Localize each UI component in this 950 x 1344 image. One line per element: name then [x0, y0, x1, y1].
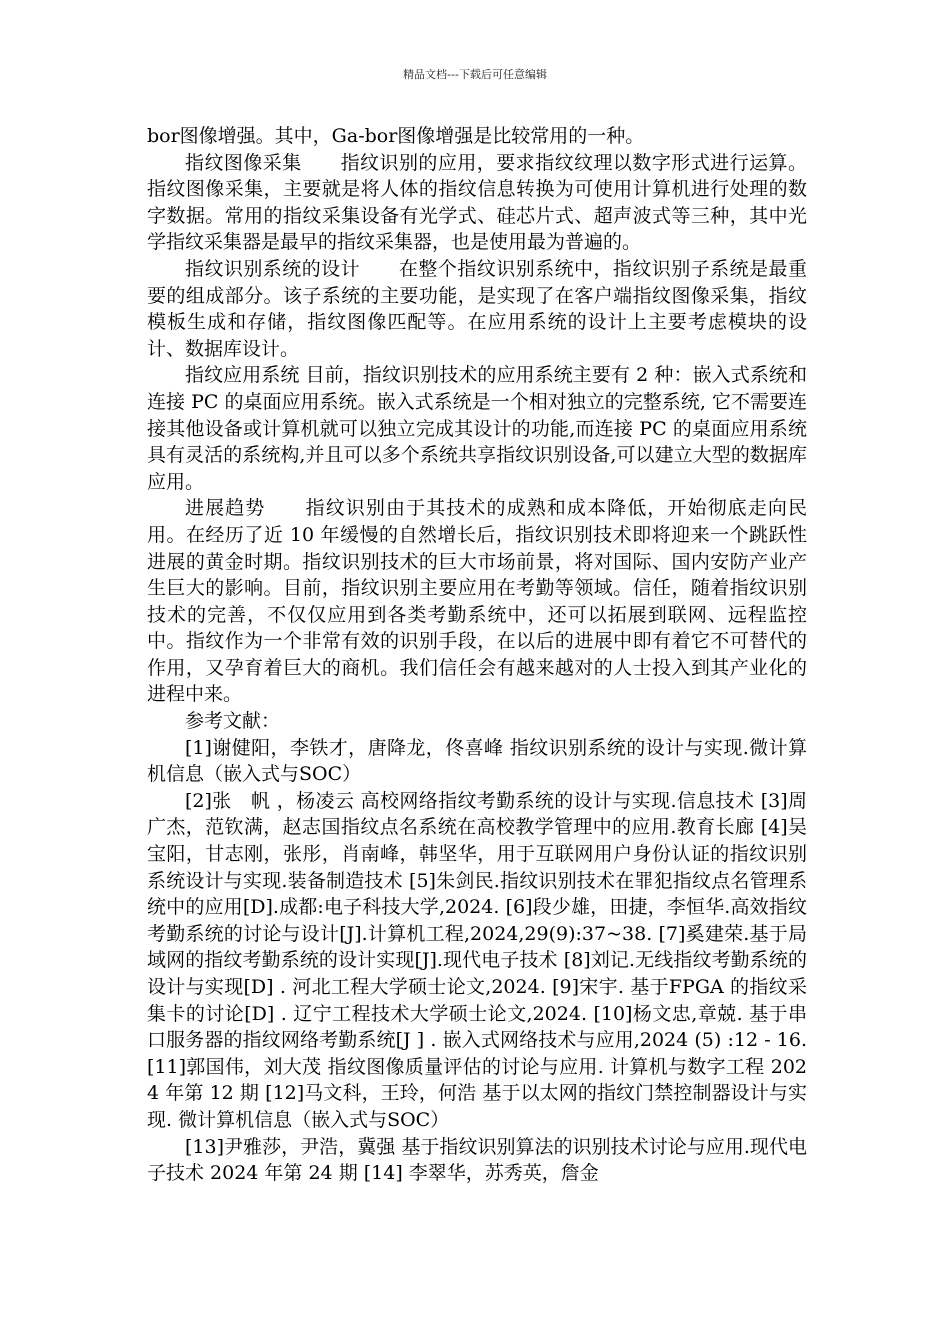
- document-body: [147, 123, 807, 1187]
- paragraph-application-system: 指纹应用系统 目前，指纹识别技术的应用系统主要有 2 种：嵌入式系统和连接 PC 的桌面应用系统。嵌入式系统是一个相对独立的完整系统, 它不需要连接其他设备或计算机就可以独立完成其设计的功能,而连接 PC 的桌面应用系统具有灵活的系统构,并且可以多个系统共享指纹识别设备,可以建立大型的数据库应用。: [147, 364, 807, 493]
- paragraph-gabor: bor图像增强。其中，Ga-bor图像增强是比较常用的一种。: [147, 125, 645, 147]
- paragraph-system-design: 指纹识别系统的设计 在整个指纹识别系统中，指纹识别子系统是最重要的组成部分。该子系统的主要功能，是实现了在客户端指纹图像采集，指纹模板生成和存储，指纹图像匹配等。在应用系统的设计上主要考虑模块的设计、数据库设计。: [147, 257, 807, 360]
- paragraph-trends: 进展趋势 指纹识别由于其技术的成熟和成本降低，开始彻底走向民用。在经历了近 10 年缓慢的自然增长后，指纹识别技术即将迎来一个跳跃性进展的黄金时期。指纹识别技术的巨大市场前景，将对国际、国内安防产业产生巨大的影响。目前，指纹识别主要应用在考勤等领域。信任，随着指纹识别技术的完善，不仅仅应用到各类考勤系统中，还可以拓展到联网、远程监控中。指纹作为一个非常有效的识别手段，在以后的进展中即有着它不可替代的作用，又孕育着巨大的商机。我们信任会有越来越对的人士投入到其产业化的进程中来。: [147, 497, 807, 706]
- references-13-14: [13]尹雅莎，尹浩，冀强 基于指纹识别算法的识别技术讨论与应用.现代电子技术 2024 年第 24 期 [14] 李翠华，苏秀英，詹金: [147, 1135, 807, 1185]
- paragraph-image-capture: 指纹图像采集 指纹识别的应用，要求指纹纹理以数字形式进行运算。指纹图像采集，主要就是将人体的指纹信息转换为可使用计算机进行处理的数字数据。常用的指纹采集设备有光学式、硅芯片式、超声波式等三种，其中光学指纹采集器是最早的指纹采集器，也是使用最为普遍的。: [147, 151, 807, 254]
- references-heading: 参考文献：: [185, 710, 281, 733]
- reference-1: [1]谢健阳，李铁才，唐降龙，佟喜峰 指纹识别系统的设计与实现.微计算机信息（嵌入式与SOC）: [147, 736, 807, 786]
- page-header: 精品文档---下载后可任意编辑: [403, 68, 547, 81]
- references-2-12: [2]张 帆 ，杨凌云 高校网络指纹考勤系统的设计与实现.信息技术 [3]周广杰，范钦满，赵志国指纹点名系统在高校教学管理中的应用.教育长廊 [4]吴宝阳，甘志刚，张彤，肖南峰，韩坚华，用于互联网用户身份认证的指纹识别系统设计与实现.装备制造技术 [5]朱剑民.指纹识别技术在罪犯指纹点名管理系统中的应用[D].成都:电子科技大学,2024. [6]段少雄，田捷，李恒华.高效指纹考勤系统的讨论与设计[J].计算机工程,2024,29(9):37~38. [7]奚建荣.基于局域网的指纹考勤系统的设计实现[J].现代电子技术 [8]刘记.无线指纹考勤系统的设计与实现[D] . 河北工程大学硕士论文,2024. [9]宋宇. 基于FPGA 的指纹采集卡的讨论[D] . 辽宁工程技术大学硕士论文,2024. [10]杨文忠,章兢. 基于串口服务器的指纹网络考勤系统[J ] . 嵌入式网络技术与应用,2024 (5) :12 - 16. [11]郭国伟，刘大茂 指纹图像质量评估的讨论与应用. 计算机与数字工程 2024 年第 12 期 [12]马文科，王玲，何浩 基于以太网的指纹门禁控制器设计与实现. 微计算机信息（嵌入式与SOC）: [147, 789, 807, 1131]
